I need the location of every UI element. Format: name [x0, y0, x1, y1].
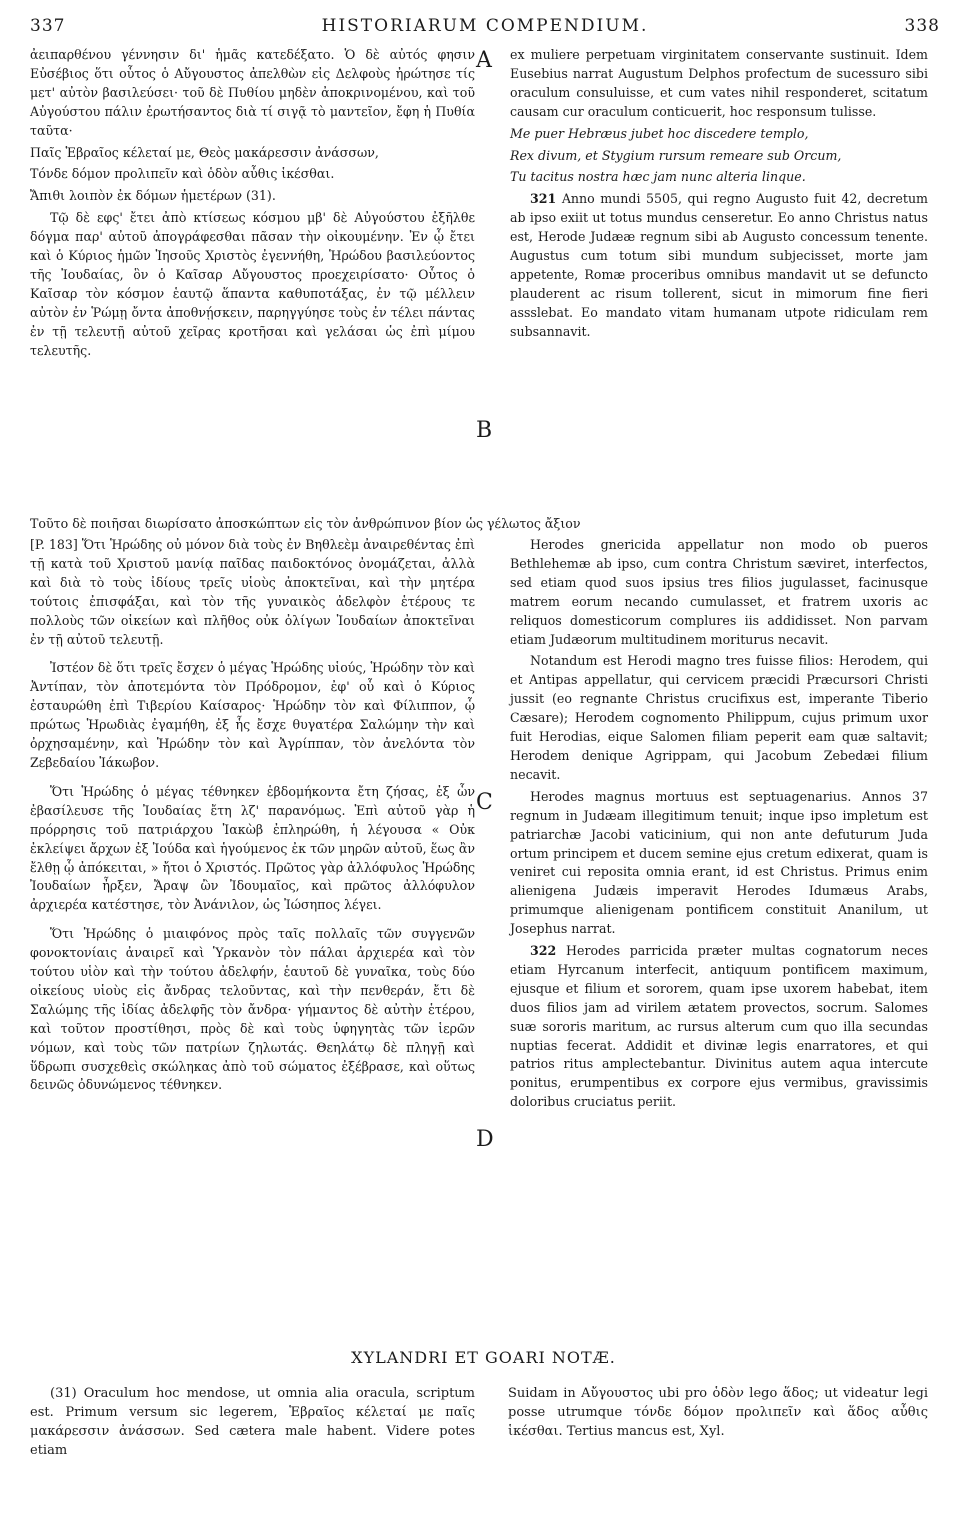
oracle-verse-latin: Tu tacitus nostra hæc jam nunc alteria linque. [510, 169, 806, 185]
running-title: HISTORIARUM COMPENDIUM. [321, 16, 649, 36]
margin-letter-b: B [476, 418, 493, 443]
notes-title: XYLANDRI ET GOARI NOTÆ. [351, 1348, 616, 1367]
greek-paragraph: Ὅτι Ἡρώδης ὁ μιαιφόνος πρὸς ταῖς πολλαῖς τῶν συγγενῶν φονοκτονίαις ἀναιρεῖ καὶ Ὑρκανὸν τὸν πάλαι ἀρχιερέα καὶ τὸν τούτου υἱὸν καὶ τὴν τούτου ἀδελφήν, ἑαυτοῦ δὲ γυναῖκα, τοὺς δύο οἰκείους υἱοὺς εἰς ἄνδρας τελοῦντας, καὶ τὴν πενθεράν, ἔτι δὲ Σαλώμης τῆς ἰδίας ἀδελφῆς τὸν ἄνδρα· γήμαντος δὲ αὐτὴν ἑτέρου, καὶ τοῦτον προστίθησι, πρὸς δὲ καὶ τοὺς ὑφηγητὰς τῶν ἱερῶν νόμων, καὶ τοὺς τῶν πατρίων ζηλωτάς. Θεηλάτῳ δὲ πληγῇ καὶ ὕδρωπι συσχεθεὶς σκώληκας ἀπὸ τοῦ σώματος ἐξέβρασε, καὶ οὕτως δεινῶς ὀδυνώμενος τέθνηκεν. [30, 926, 475, 1093]
latin-column-bottom [510, 536, 928, 1115]
greek-paragraph: Τῷ δὲ εφς' ἔτει ἀπὸ κτίσεως κόσμου μβ' δὲ Αὐγούστου ἐξῆλθε δόγμα παρ' αὐτοῦ ἀπογράφεσθαι πᾶσαν τὴν οἰκουμένην. Ἐν ᾧ ἔτει καὶ ὁ Κύριος ἡμῶν Ἰησοῦς Χριστὸς ἐγεννήθη, Ἡρώδου βασιλεύοντος τῆς Ἰουδαίας, ὃν ὁ Καῖσαρ Αὔγουστος προεχειρίσατο· Οὗτος ὁ Καῖσαρ τὸν κόσμον ἑαυτῷ ἅπαντα καθυποτάξας, ἐν τῷ μέλλειν αὐτὸν ἐν Ῥώμῃ ὄντα ἀποθνῄσκειν, παρηγγύησε τοὺς ἐν τέλει πάντας ἐν τῇ τελευτῇ αὐτοῦ χεῖρας κροτῆσαι καὶ γελάσαι ὡς ἐπὶ μίμου τελευτῆς. [30, 210, 475, 358]
oracle-verse: Παῖς Ἑβραῖος κέλεταί με, Θεὸς μακάρεσσιν ἀνάσσων, [30, 144, 379, 160]
note-text: (31) Oraculum hoc mendose, ut omnia alia oracula, scriptum est. Primum versum sic legerem, Ἑβραῖος κέλεταί με παῖς μακάρεσσιν ἀνάσσων. Sed cætera male habent. Videre potes etiam [30, 1386, 475, 1458]
latin-paragraph: ex muliere perpetuam virginitatem conservante sustinuit. Idem Eusebius narrat Augustum Delphos profectum de sucessuro sibi oraculum consuluisse, et cum vates nihil responderet, scitatum causam cur oraculum conticuerit, hoc responsum tulisse. [510, 47, 928, 119]
page-number-left: 337 [30, 16, 66, 36]
latin-column-top [510, 46, 928, 345]
greek-paragraph: ἀειπαρθένου γέννησιν δι' ἡμᾶς κατεδέξατο. Ὁ δὲ αὐτός φησιν Εὐσέβιος ὅτι οὗτος ὁ Αὔγουστος ἀπελθὼν εἰς Δελφοὺς ἠρώτησε τίς μετ' αὐτὸν βασιλεύσει· τοῦ δὲ Πυθίου μηδὲν ἀποκρινομένου, καὶ τοῦ Αὐγούστου πάλιν ἐρωτήσαντος διὰ τί σιγᾷ τὸ μαντεῖον, ἔφη ἡ Πυθία ταῦτα· [30, 47, 475, 138]
page-number-right: 338 [904, 16, 940, 36]
note-right [508, 1384, 928, 1441]
note-left [30, 1384, 475, 1460]
greek-column-top [30, 46, 475, 364]
latin-paragraph: Herodes magnus mortuus est septuagenarius. Annos 37 regnum in Judæam illegitimum tenuit; inque ipso impletum est patriarchæ Jacobi vaticinium, qui non ante defuturum Juda ortum principem et ducem semine ejus cretum edixerat, quam is veniret cui reposita omnia erant, id est Christus. Primus enim alienigena Judæis imperavit Herodes Idumæus Arabs, primumque alienigenam pontificem constituit Ananilum, ut Josephus narrat. [510, 788, 928, 937]
margin-letter-a: A [476, 48, 492, 73]
greek-column-bottom [30, 536, 475, 1098]
note-text: Suidam in Αὔγουστος ubi pro ὁδὸν lego ἅδος; ut videatur legi posse utrumque τόνδε δόμον προλιπεῖν καὶ ἅδος αὖθις ἱκέσθαι. Tertius mancus est, Xyl. [508, 1386, 928, 1439]
latin-paragraph: Notandum est Herodi magno tres fuisse filios: Herodem, qui et Antipas appellatur, qui cervicem præcidi Præcursori Christi jussit (eo regnante Christus crucifixus est, imperante Tiberio Cæsare); Herodem cognomento Philippum, cujus primum uxor fuit Herodias, eique Salomen filiam peperit eam quæ saltavit; Herodem denique Agrippam, qui Jacobum Zebedæi filium necavit. [510, 653, 928, 782]
latin-paragraph: Herodes gnericida appellatur non modo ob pueros Bethlehemæ ab ipso, cum contra Christum sæviret, interfectos, sed etiam quod suos ipsius tres filios jugulasset, facinusque matrem eorum necando cumulasset, et fratrem uxoris ac reliquos domesticorum complures iis addidisset. Non parvam etiam Judæorum multitudinem moriturus necavit. [510, 537, 928, 647]
latin-paragraph: Herodes parricida præter multas cognatorum neces etiam Hyrcanum interfecit, antiquum pontificem maximum, ejusque et filium et sororem, quam ipse uxorem habebat, item duos filios jam ad virilem ætatem provectos, socrum. Salomes suæ sororis maritum, ac rursus alterum cum quo illa secundas nuptias fecerat. Addidit et divinæ legis enarratores, et qui patrios ritus amplectebantur. Divinitus autem aqua intercute ponitus, erumpentibus ex corpore ejus vermibus, gravissimis doloribus cruciatus periit. [510, 943, 928, 1110]
greek-paragraph: Ἰστέον δὲ ὅτι τρεῖς ἔσχεν ὁ μέγας Ἡρώδης υἱούς, Ἡρώδην τὸν καὶ Ἀντίπαν, τὸν ἀποτεμόντα τὸν Πρόδρομον, ἐφ' οὗ καὶ ὁ Κύριος ἐσταυρώθη ἐπὶ Τιβερίου Καίσαρος· Ἡρώδην τὸν καὶ Φίλιππον, ᾧ πρώτως Ἡρωδιὰς ἐγαμήθη, ἐξ ἧς ἔσχε θυγατέρα Σαλώμην τὴν καὶ ὀρχησαμένην, καὶ Ἡρώδην τὸν καὶ Ἀγρίππαν, τὸν ἀνελόντα τὸν Ζεβεδαίου Ἰάκωβον. [30, 660, 475, 770]
margin-letter-c: C [476, 790, 493, 815]
section-number: 322 [530, 943, 557, 959]
spanning-greek-line: Τοῦτο δὲ ποιῆσαι διωρίσατο ἀποσκώπτων εἰς τὸν ἀνθρώπινον βίον ὡς γέλωτος ἄξιον [30, 516, 581, 531]
oracle-verse: Ἄπιθι λοιπὸν ἐκ δόμων ἡμετέρων (31). [30, 188, 276, 204]
section-number: 321 [530, 191, 557, 207]
greek-paragraph: [P. 183] Ὅτι Ἡρώδης οὐ μόνον διὰ τοὺς ἐν Βηθλεὲμ ἀναιρεθέντας ἐπὶ τῇ κατὰ τοῦ Χριστοῦ μανίᾳ παῖδας παιδοκτόνος ὀνομάζεται, ἀλλὰ καὶ διὰ τὸ τοὺς ἰδίους τρεῖς υἱοὺς ἀποκτεῖναι, καὶ τὴν μητέρα τούτοις ἐπισφάξαι, καὶ τὸν τῆς γυναικὸς ἀδελφὸν ἑτέρους τε πολλοὺς τῶν οἰκείων καὶ πλῆθος οὐκ ὀλίγων Ἰουδαίων ἀποκτεῖναι ἐν τῇ αὐτοῦ τελευτῇ. [30, 537, 475, 647]
greek-paragraph: Ὅτι Ἡρώδης ὁ μέγας τέθνηκεν ἑβδομήκοντα ἔτη ζήσας, ἐξ ὧν ἐβασίλευσε τῆς Ἰουδαίας ἔτη λζ' παρανόμως. Ἐπὶ αὐτοῦ γὰρ ἡ πρόρρησις τοῦ πατριάρχου Ἰακὼβ ἐπληρώθη, ἡ λέγουσα « Οὐκ ἐκλείψει ἄρχων ἐξ Ἰούδα καὶ ἡγούμενος ἐκ τῶν μηρῶν αὐτοῦ, ἕως ἂν ἔλθῃ ᾧ ἀπόκειται, » ἤτοι ὁ Χριστός. Πρῶτος γὰρ ἀλλόφυλος Ἡρώδης Ἰουδαίων ἦρξεν, Ἄραψ ὢν Ἰδουμαῖος, καὶ πρῶτος ἀλλόφυλον ἀρχιερέα κατέστησε, τὸν Ἀνάνιλον, ὡς Ἰώσηπος λέγει. [30, 783, 475, 913]
oracle-verse-latin: Me puer Hebræus jubet hoc discedere templo, [510, 125, 809, 141]
running-header [30, 10, 940, 44]
latin-paragraph: Anno mundi 5505, qui regno Augusto fuit 42, decretum ab ipso exiit ut totus mundus censeretur. Eo anno Christus natus est, Herode Judææ regnum sibi ab Augusto concessum tenente. Augustus cum totum sibi mundum subjecisset, morte jam appetente, Romæ proceribus omnibus mandavit ut se defuncto plauderent ac risum tollerent, sicut in mimorum fine fieri assslebat. Eo mandato vitam humanam utpote ridiculam rem subsannavit. [510, 191, 928, 339]
margin-letter-d: D [476, 1127, 494, 1152]
oracle-verse-latin: Rex divum, et Stygium rursum remeare sub Orcum, [510, 147, 842, 163]
oracle-verse: Τόνδε δόμον προλιπεῖν καὶ ὁδὸν αὖθις ἱκέσθαι. [30, 166, 335, 182]
